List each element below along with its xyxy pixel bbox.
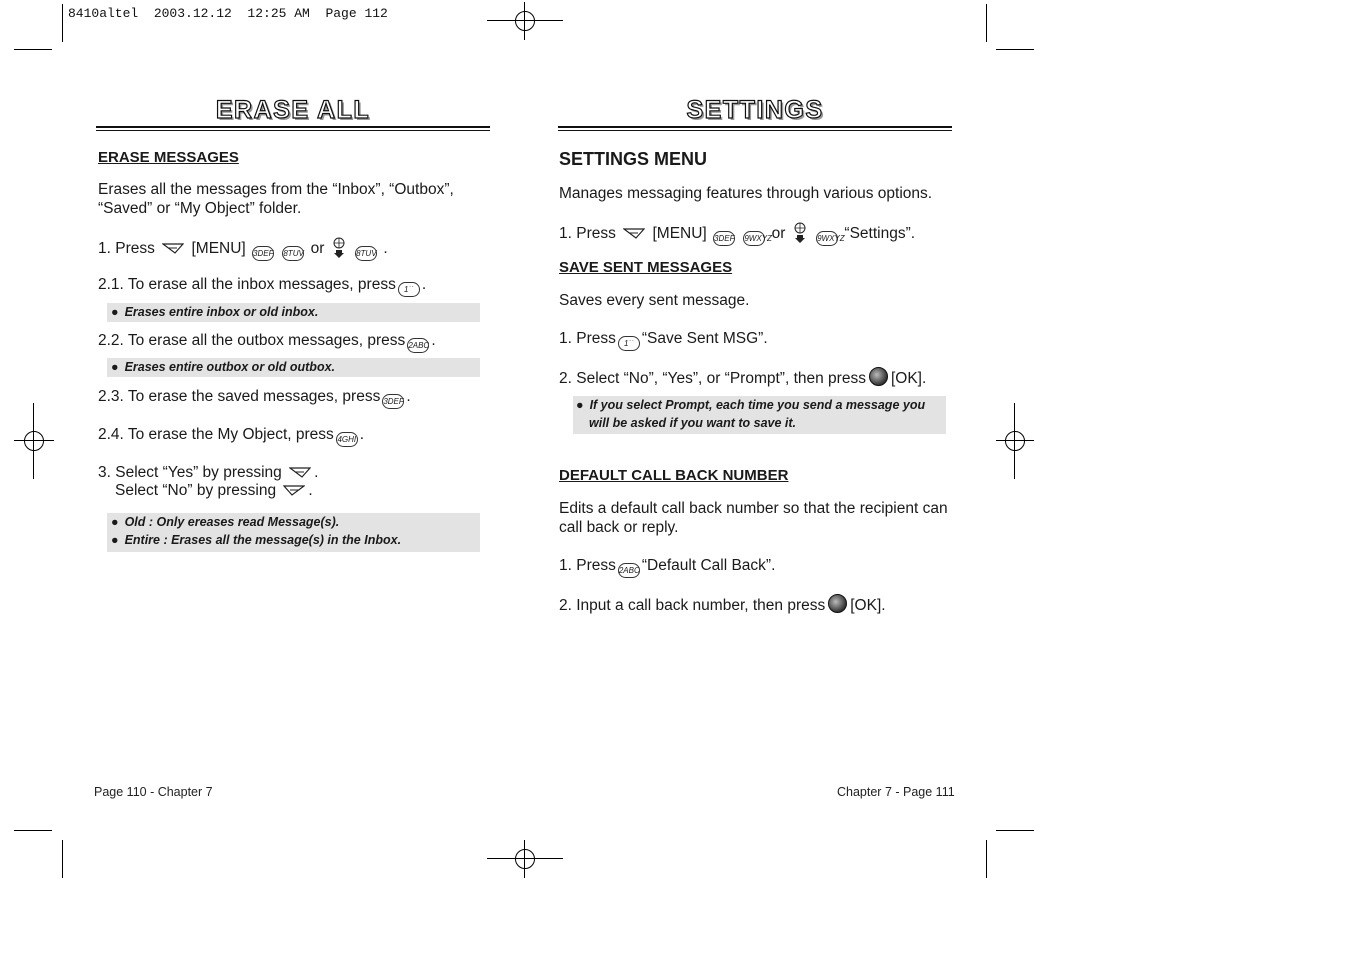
bullet-icon: ●	[111, 305, 119, 319]
default-intro-2: call back or reply.	[559, 519, 679, 536]
key-4-icon: 4GHI	[336, 432, 358, 447]
key-9-icon: 9WXYZ	[816, 231, 838, 246]
save-step-1	[559, 329, 768, 351]
or-text: or	[771, 225, 786, 242]
key-2-icon: 2ABC	[407, 338, 429, 353]
right-footer: Chapter 7 - Page 111	[837, 785, 955, 799]
left-title-rule	[96, 126, 490, 131]
step-2-4-text: 2.4. To erase the My Object, press	[98, 426, 334, 443]
step-2-3: 2.3. To erase the saved messages, press 3DEF .	[98, 387, 411, 409]
left-footer: Page 110 - Chapter 7	[94, 785, 213, 799]
period-text: .	[383, 240, 388, 257]
default-step-2-text: 2. Input a call back number, then press	[559, 597, 826, 614]
navigation-key-down-icon	[331, 237, 347, 259]
print-header: 8410altel 2003.12.12 12:25 AM Page 112	[68, 6, 388, 21]
menu-label: [MENU]	[652, 225, 707, 242]
default-step-1	[559, 556, 775, 578]
note-2-1	[107, 303, 480, 322]
right-title-rule	[558, 126, 952, 131]
key-3-icon: 3DEF	[713, 231, 735, 246]
key-3-icon: 3DEF	[382, 394, 404, 409]
key-9-icon: 9WXYZ	[743, 231, 765, 246]
ok-label: [OK].	[850, 597, 886, 614]
intro-line-1: Erases all the messages from the “Inbox”, “Outbox”,	[98, 181, 454, 198]
note-2-2-text: Erases entire outbox or old outbox.	[124, 360, 336, 374]
step-2-2: 2.2. To erase all the outbox messages, press 2ABC .	[98, 331, 436, 353]
save-step-1-text: 1. Press	[559, 330, 616, 347]
save-step-1-label: “Save Sent MSG”.	[641, 330, 768, 347]
step-3-yes: 3. Select “Yes” by pressing .	[98, 464, 319, 481]
step-3-yes-text: 3. Select “Yes” by pressing	[98, 464, 282, 481]
key-1-icon: 1˙˙	[398, 282, 420, 297]
default-step-1-label: “Default Call Back”.	[641, 557, 776, 574]
or-text: or	[310, 240, 325, 257]
default-intro-1: Edits a default call back number so that the recipient can	[559, 500, 948, 517]
note-3	[107, 513, 480, 552]
settings-intro: Manages messaging features through various options.	[559, 185, 933, 202]
settings-label: “Settings”.	[844, 225, 916, 242]
ok-button-icon	[828, 594, 847, 613]
step-2-1-text: 2.1. To erase all the inbox messages, press	[98, 276, 396, 293]
save-note	[573, 396, 946, 434]
intro-line-2: “Saved” or “My Object” folder.	[98, 200, 302, 217]
right-page-title: SETTINGS	[686, 96, 824, 124]
soft-key-right-icon	[283, 484, 305, 497]
bullet-icon: ●	[111, 360, 119, 374]
ok-label: [OK].	[890, 370, 927, 387]
note-3-entire: Entire : Erases all the message(s) in the Inbox.	[124, 533, 402, 547]
key-8-icon: 8TUV	[355, 246, 377, 261]
step-3-no: Select “No” by pressing .	[115, 482, 313, 499]
note-2-1-text: Erases entire inbox or old inbox.	[124, 305, 319, 319]
note-2-2	[107, 358, 480, 377]
step-2-1: 2.1. To erase all the inbox messages, press 1˙˙ .	[98, 275, 426, 297]
step-3-no-text: Select “No” by pressing	[115, 482, 277, 499]
step-1-text: 1. Press	[98, 240, 155, 257]
save-step-2-text: 2. Select “No”, “Yes”, or “Prompt”, then press	[559, 370, 866, 387]
section-save-sent-messages: SAVE SENT MESSAGES	[559, 259, 733, 276]
note-3-old: Old : Only ereases read Message(s).	[124, 515, 340, 529]
key-3-icon: 3DEF	[252, 246, 274, 261]
bullet-icon: ●	[576, 398, 584, 412]
key-1-icon: 1˙˙	[618, 336, 640, 351]
step-2-2-text: 2.2. To erase all the outbox messages, press	[98, 332, 406, 349]
bullet-icon: ●	[111, 515, 119, 529]
default-step-1-text: 1. Press	[559, 557, 616, 574]
section-erase-messages: ERASE MESSAGES	[98, 149, 239, 166]
step-2-3-text: 2.3. To erase the saved messages, press	[98, 388, 381, 405]
step-1	[98, 237, 388, 261]
bullet-icon: ●	[111, 533, 119, 547]
section-default-call-back: DEFAULT CALL BACK NUMBER	[559, 467, 789, 484]
soft-key-left-icon	[289, 466, 311, 479]
default-step-2	[559, 594, 886, 615]
menu-label: [MENU]	[191, 240, 246, 257]
left-page-title: ERASE ALL	[215, 96, 371, 124]
save-note-line-2: will be asked if you want to save it.	[589, 416, 797, 430]
step-2-4: 2.4. To erase the My Object, press 4GHI .	[98, 425, 364, 447]
save-intro: Saves every sent message.	[559, 292, 750, 309]
soft-key-left-icon	[162, 242, 184, 255]
key-2-icon: 2ABC	[618, 563, 640, 578]
save-step-2	[559, 367, 926, 388]
key-8-icon: 8TUV	[282, 246, 304, 261]
navigation-key-down-icon	[792, 222, 808, 244]
ok-button-icon	[869, 367, 888, 386]
settings-menu-heading: SETTINGS MENU	[559, 149, 708, 169]
save-note-line-1: If you select Prompt, each time you send a message you	[589, 398, 926, 412]
soft-key-left-icon	[623, 227, 645, 240]
settings-step-1	[559, 222, 915, 246]
settings-step-1-text: 1. Press	[559, 225, 616, 242]
